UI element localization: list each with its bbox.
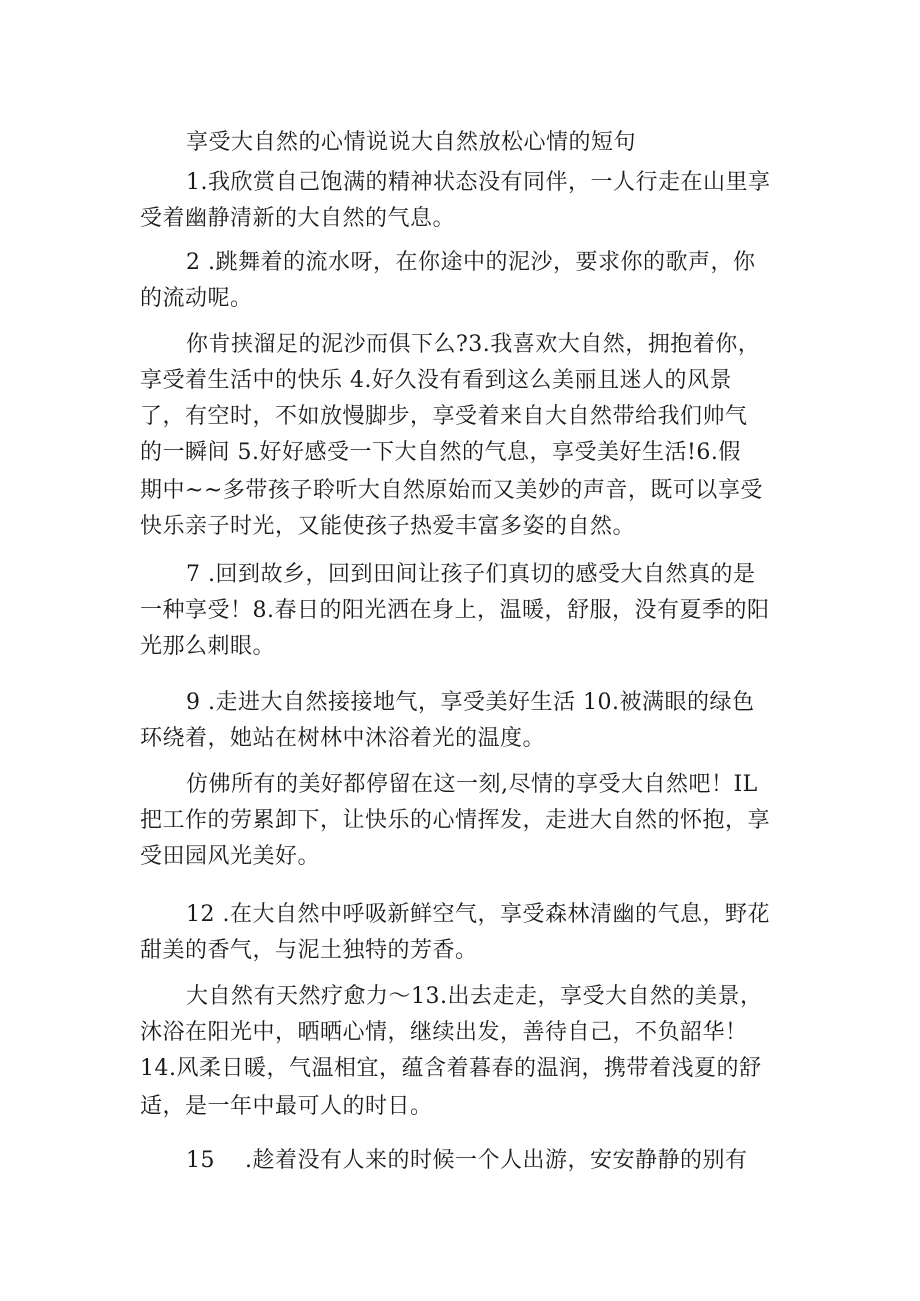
paragraph-line: 了，有空时，不如放慢脚步，享受着来自大自然带给我们帅气 [140, 404, 748, 429]
paragraph-line: 你肯挟溜足的泥沙而俱下么?3.我喜欢大自然，拥抱着你， [186, 332, 761, 357]
paragraph-line: 大自然有天然疗愈力～13.出去走走，享受大自然的美景， [186, 984, 763, 1009]
paragraph-line: 沐浴在阳光中，晒晒心情，继续出发，善待自己，不负韶华！ [140, 1020, 748, 1045]
paragraph-line: 受田园风光美好。 [140, 844, 321, 869]
paragraph-line: 一种享受！8.春日的阳光洒在身上，温暖，舒服，没有夏季的阳 [140, 598, 770, 623]
paragraph-line: 适，是一年中最可人的时日。 [140, 1094, 433, 1119]
paragraph-line: 仿佛所有的美好都停留在这一刻,尽情的享受大自然吧！IL [186, 772, 758, 797]
paragraph-line: 的流动呢。 [140, 286, 253, 311]
paragraph-line: 12 .在大自然中呼吸新鲜空气，享受森林清幽的气息，野花 [186, 902, 770, 927]
paragraph-line: 光那么刺眼。 [140, 634, 276, 659]
paragraph-line: 期中~~多带孩子聆听大自然原始而又美妙的声音，既可以享受 [140, 478, 763, 503]
paragraph-line: 1.我欣赏自己饱满的精神状态没有同伴，一人行走在山里享 [186, 170, 771, 195]
document-title: 享受大自然的心情说说大自然放松心情的短句 [186, 130, 637, 155]
paragraph-line: 15 .趁着没有人来的时候一个人出游，安安静静的别有 [186, 1148, 748, 1173]
paragraph-line: 的一瞬间 5.好好感受一下大自然的气息，享受美好生活!6.假 [140, 440, 741, 465]
paragraph-line: 甜美的香气，与泥土独特的芳香。 [140, 938, 478, 963]
paragraph-line: 7 .回到故乡，回到田间让孩子们真切的感受大自然真的是 [186, 562, 756, 587]
paragraph-line: 14.风柔日暖，气温相宜，蕴含着暮春的温润，携带着浅夏的舒 [140, 1056, 762, 1081]
paragraph-line: 快乐亲子时光，又能使孩子热爱丰富多姿的自然。 [140, 514, 636, 539]
paragraph-line: 2 .跳舞着的流水呀，在你途中的泥沙，要求你的歌声，你 [186, 250, 756, 275]
paragraph-line: 受着幽静清新的大自然的气息。 [140, 206, 456, 231]
paragraph-line: 9 .走进大自然接接地气，享受美好生活 10.被满眼的绿色 [186, 690, 755, 715]
paragraph-line: 把工作的劳累卸下，让快乐的心情挥发，走进大自然的怀抱，享 [140, 808, 771, 833]
paragraph-line: 享受着生活中的快乐 4.好久没有看到这么美丽且迷人的风景 [140, 368, 732, 393]
paragraph-line: 环绕着，她站在树林中沐浴着光的温度。 [140, 726, 546, 751]
